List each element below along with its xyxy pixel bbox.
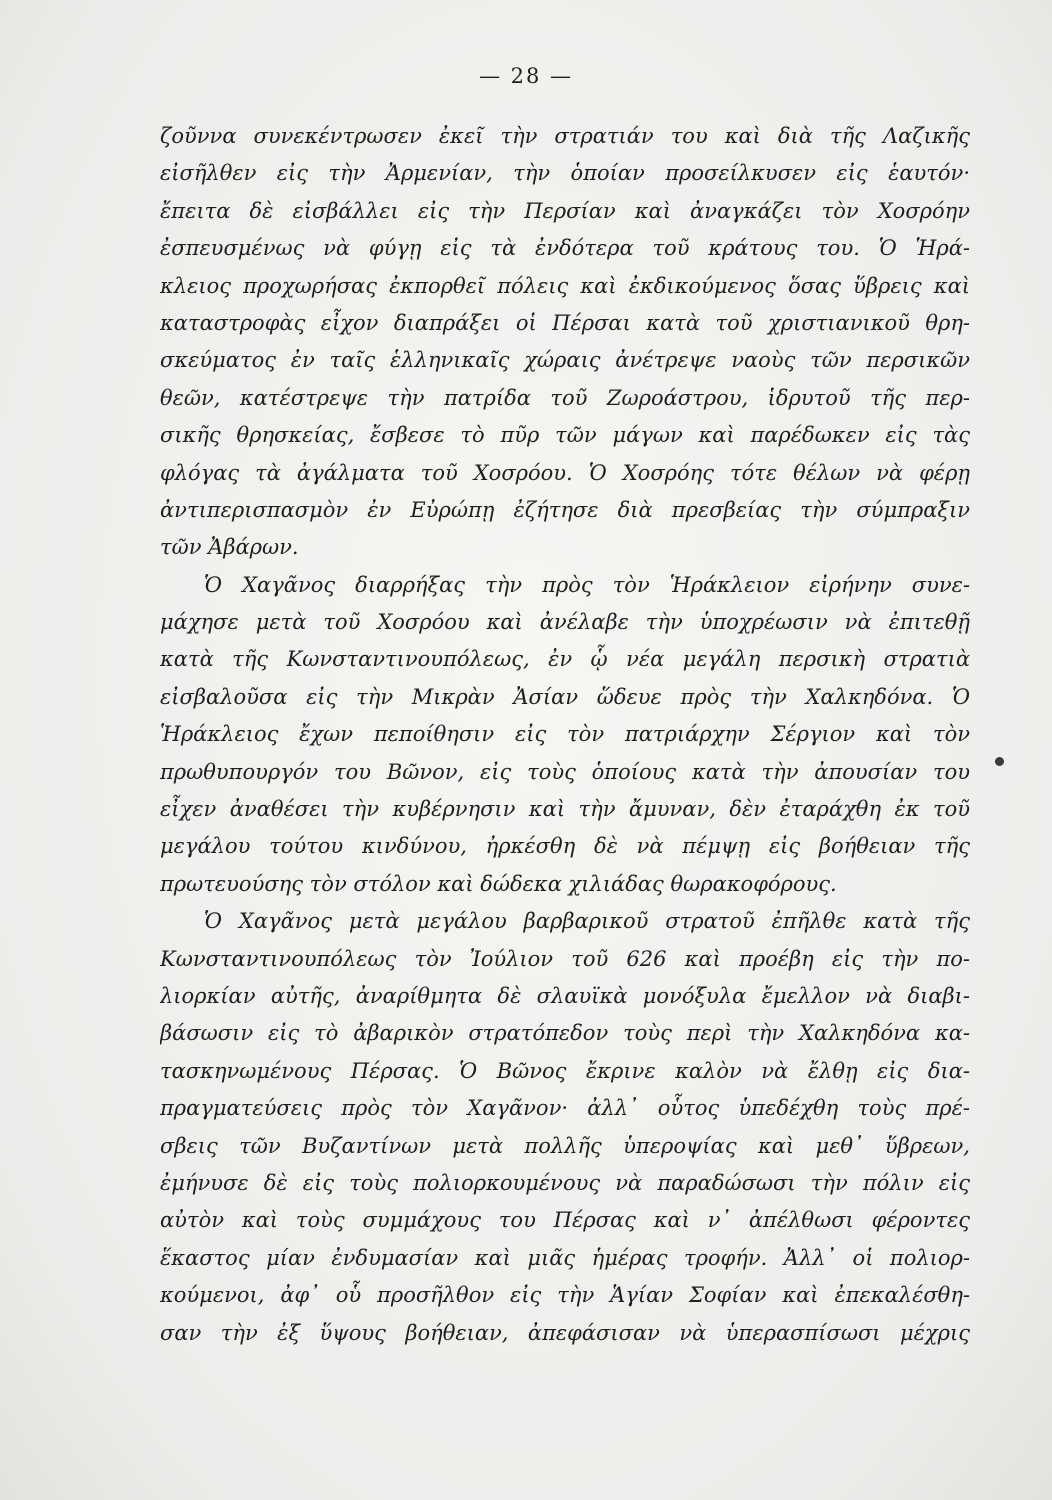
text-line: αὐτὸν καὶ τοὺς συμμάχους του Πέρσας καὶ ν᾽ ἀπέλθωσι φέροντες xyxy=(160,1208,970,1233)
text-line: σικῆς θρησκείας, ἔσβεσε τὸ πῦρ τῶν μάγων καὶ παρέδωκεν εἰς τὰς xyxy=(160,423,970,448)
text-line: εἶχεν ἀναθέσει τὴν κυβέρνησιν καὶ τὴν ἄμυναν, δὲν ἐταράχθη ἐκ τοῦ xyxy=(160,797,970,822)
text-line: τασκηνωμένους Πέρσας. Ὁ Βῶνος ἔκρινε καλὸν νὰ ἔλθῃ εἰς δια- xyxy=(160,1058,970,1083)
text-line: ἐσπευσμένως νὰ φύγῃ εἰς τὰ ἐνδότερα τοῦ κράτους του. Ὁ Ἡρά- xyxy=(160,236,970,261)
text-line: Κωνσταντινουπόλεως τὸν Ἰούλιον τοῦ 626 καὶ προέβη εἰς τὴν πο- xyxy=(160,946,970,971)
text-line: κλειος προχωρήσας ἐκπορθεῖ πόλεις καὶ ἐκδικούμενος ὅσας ὕβρεις καὶ xyxy=(160,273,970,298)
text-line: φλόγας τὰ ἀγάλματα τοῦ Χοσρόου. Ὁ Χοσρόης τότε θέλων νὰ φέρῃ xyxy=(160,460,970,485)
text-line: ἔπειτα δὲ εἰσβάλλει εἰς τὴν Περσίαν καὶ ἀναγκάζει τὸν Χοσρόην xyxy=(160,198,970,223)
paragraph-start-line: Ὁ Χαγᾶνος διαρρήξας τὴν πρὸς τὸν Ἡράκλειον εἰρήνην συνε- xyxy=(204,572,970,597)
text-line: βάσωσιν εἰς τὸ ἀβαρικὸν στρατόπεδον τοὺς περὶ τὴν Χαλκηδόνα κα- xyxy=(160,1021,970,1046)
text-line: καταστροφὰς εἶχον διαπράξει οἱ Πέρσαι κατὰ τοῦ χριστιανικοῦ θρη- xyxy=(160,310,970,335)
text-line: σκεύματος ἐν ταῖς ἑλληνικαῖς χώραις ἀνέτρεψε ναοὺς τῶν περσικῶν xyxy=(160,348,970,373)
ink-speck xyxy=(995,757,1004,766)
text-line: πρωθυπουργόν του Βῶνον, εἰς τοὺς ὁποίους κατὰ τὴν ἀπουσίαν του xyxy=(160,759,970,784)
text-line: ἕκαστος μίαν ἐνδυμασίαν καὶ μιᾶς ἡμέρας τροφήν. Ἀλλ᾽ οἱ πολιορ- xyxy=(160,1245,970,1270)
text-line: κούμενοι, ἀφ᾽ οὗ προσῆλθον εἰς τὴν Ἁγίαν Σοφίαν καὶ ἐπεκαλέσθη- xyxy=(160,1283,970,1308)
text-line: ἀντιπερισπασμὸν ἐν Εὐρώπῃ ἐζήτησε διὰ πρεσβείας τὴν σύμπραξιν xyxy=(160,497,970,522)
page-number: — 28 — xyxy=(478,64,574,88)
text-line: τῶν Ἀβάρων. xyxy=(160,535,299,560)
text-line: θεῶν, κατέστρεψε τὴν πατρίδα τοῦ Ζωροάστρου, ἱδρυτοῦ τῆς περ- xyxy=(160,385,970,410)
text-line: μάχησε μετὰ τοῦ Χοσρόου καὶ ἀνέλαβε τὴν ὑποχρέωσιν νὰ ἐπιτεθῇ xyxy=(160,610,970,635)
text-line: ζοῦννα συνεκέντρωσεν ἐκεῖ τὴν στρατιάν του καὶ διὰ τῆς Λαζικῆς xyxy=(160,124,970,148)
paragraph-start-line: Ὁ Χαγᾶνος μετὰ μεγάλου βαρβαρικοῦ στρατοῦ ἐπῆλθε κατὰ τῆς xyxy=(204,909,970,934)
text-line: σαν τὴν ἐξ ὕψους βοήθειαν, ἀπεφάσισαν νὰ ὑπερασπίσωσι μέχρις xyxy=(160,1320,970,1345)
text-line: Ἡράκλειος ἔχων πεποίθησιν εἰς τὸν πατριάρχην Σέργιον καὶ τὸν xyxy=(160,722,970,747)
text-line: εἰσῆλθεν εἰς τὴν Ἀρμενίαν, τὴν ὁποίαν προσείλκυσεν εἰς ἑαυτόν· xyxy=(160,161,970,186)
text-line: λιορκίαν αὐτῆς, ἀναρίθμητα δὲ σλαυϊκὰ μονόξυλα ἔμελλον νὰ διαβι- xyxy=(160,983,970,1008)
body-text xyxy=(160,118,970,1352)
text-line: πραγματεύσεις πρὸς τὸν Χαγᾶνον· ἀλλ᾽ οὗτος ὑπεδέχθη τοὺς πρέ- xyxy=(160,1096,970,1121)
text-line: πρωτευούσης τὸν στόλον καὶ δώδεκα χιλιάδας θωρακοφόρους. xyxy=(160,871,837,896)
text-line: σβεις τῶν Βυζαντίνων μετὰ πολλῆς ὑπεροψίας καὶ μεθ᾽ ὕβρεων, xyxy=(160,1133,970,1158)
text-line: εἰσβαλοῦσα εἰς τὴν Μικρὰν Ἀσίαν ὥδευε πρὸς τὴν Χαλκηδόνα. Ὁ xyxy=(160,684,970,709)
text-line: ἐμήνυσε δὲ εἰς τοὺς πολιορκουμένους νὰ παραδώσωσι τὴν πόλιν εἰς xyxy=(160,1170,970,1195)
text-line: κατὰ τῆς Κωνσταντινουπόλεως, ἐν ᾧ νέα μεγάλη περσικὴ στρατιὰ xyxy=(160,647,970,672)
text-line: μεγάλου τούτου κινδύνου, ἠρκέσθη δὲ νὰ πέμψῃ εἰς βοήθειαν τῆς xyxy=(160,834,970,859)
